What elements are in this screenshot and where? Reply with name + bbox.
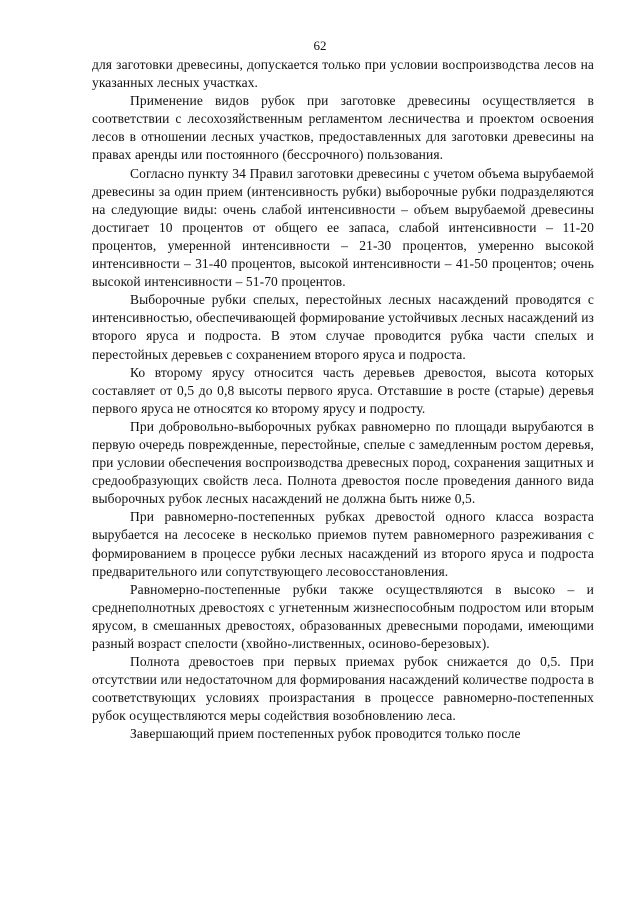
paragraph-voluntary-selective: При добровольно-выборочных рубках равномерно по площади вырубаются в первую очередь поврежденные, перестойные, спелые с замедленным ростом деревья, при условии обеспечения воспроизводства древесных пород, сохранения защитных и средообразующих свойств леса. Полнота древостоя после проведения данного вида выборочных рубок лесных насаждений не должна быть ниже 0,5. [92,418,594,507]
paragraph-uniform-gradual-stands: Равномерно-постепенные рубки также осуществляются в высоко – и среднеполнотных древостоях с угнетенным жизнеспособным подростом или вторым ярусом, в смешанных древостоях, образованных древесными породами, имеющими разный возраст спелости (хвойно-лиственных, осиново-березовых). [92,581,594,651]
paragraph-uniform-gradual: При равномерно-постепенных рубках древостой одного класса возраста вырубается на лесосеке в несколько приемов путем равномерного разреживания с формированием в процессе рубки лесных насаждений из второго яруса и подроста предварительного или сопутствующего лесовосстановления. [92,509,594,579]
paragraph-stand-density: Полнота древостоев при первых приемах рубок снижается до 0,5. При отсутствии или недостаточном для формирования насаждений количестве подроста в соответствующих условиях произрастания в процессе равномерно-постепенных рубок осуществляются меры содействия возобновлению леса. [92,654,594,724]
page-number: 62 [313,38,327,53]
paragraph-logging-types: Применение видов рубок при заготовке древесины осуществляется в соответствии с лесохозяйственным регламентом лесничества и проектом освоения лесов в отношении лесных участков, предоставленных для заготовки древесины на правах аренды или постоянного (бессрочного) пользования. [92,93,594,163]
paragraph-second-tier: Ко второму ярусу относится часть деревьев древостоя, высота которых составляет от 0,5 до 0,8 высоты первого яруса. Отставшие в росте (старые) деревья первого яруса не относятся ко второму ярусу и подросту. [92,364,594,416]
paragraph-selective-logging: Выборочные рубки спелых, перестойных лесных насаждений проводятся с интенсивностью, обеспечивающей формирование устойчивых лесных насаждений из второго яруса и подроста. В этом случае проводится рубка части спелых и перестойных деревьев с сохранением второго яруса и подроста. [92,292,594,362]
paragraph-continuation: для заготовки древесины, допускается только при условии воспроизводства лесов на указанных лесных участках. [92,57,594,91]
paragraph-intensity: Согласно пункту 34 Правил заготовки древесины с учетом объема вырубаемой древесины за один прием (интенсивность рубки) выборочные рубки подразделяются на следующие виды: очень слабой интенсивности – объем вырубаемой древесины достигает 10 процентов от общего ее запаса, слабой интенсивности – 11-20 процентов, умеренной интенсивности – 21-30 процентов, умеренно высокой интенсивности – 31-40 процентов, высокой интенсивности – 41-50 процентов; очень высокой интенсивности – 51-70 процентов. [92,165,594,290]
body-text [92,56,594,744]
paragraph-final-stage: Завершающий прием постепенных рубок проводится только после [130,726,521,742]
